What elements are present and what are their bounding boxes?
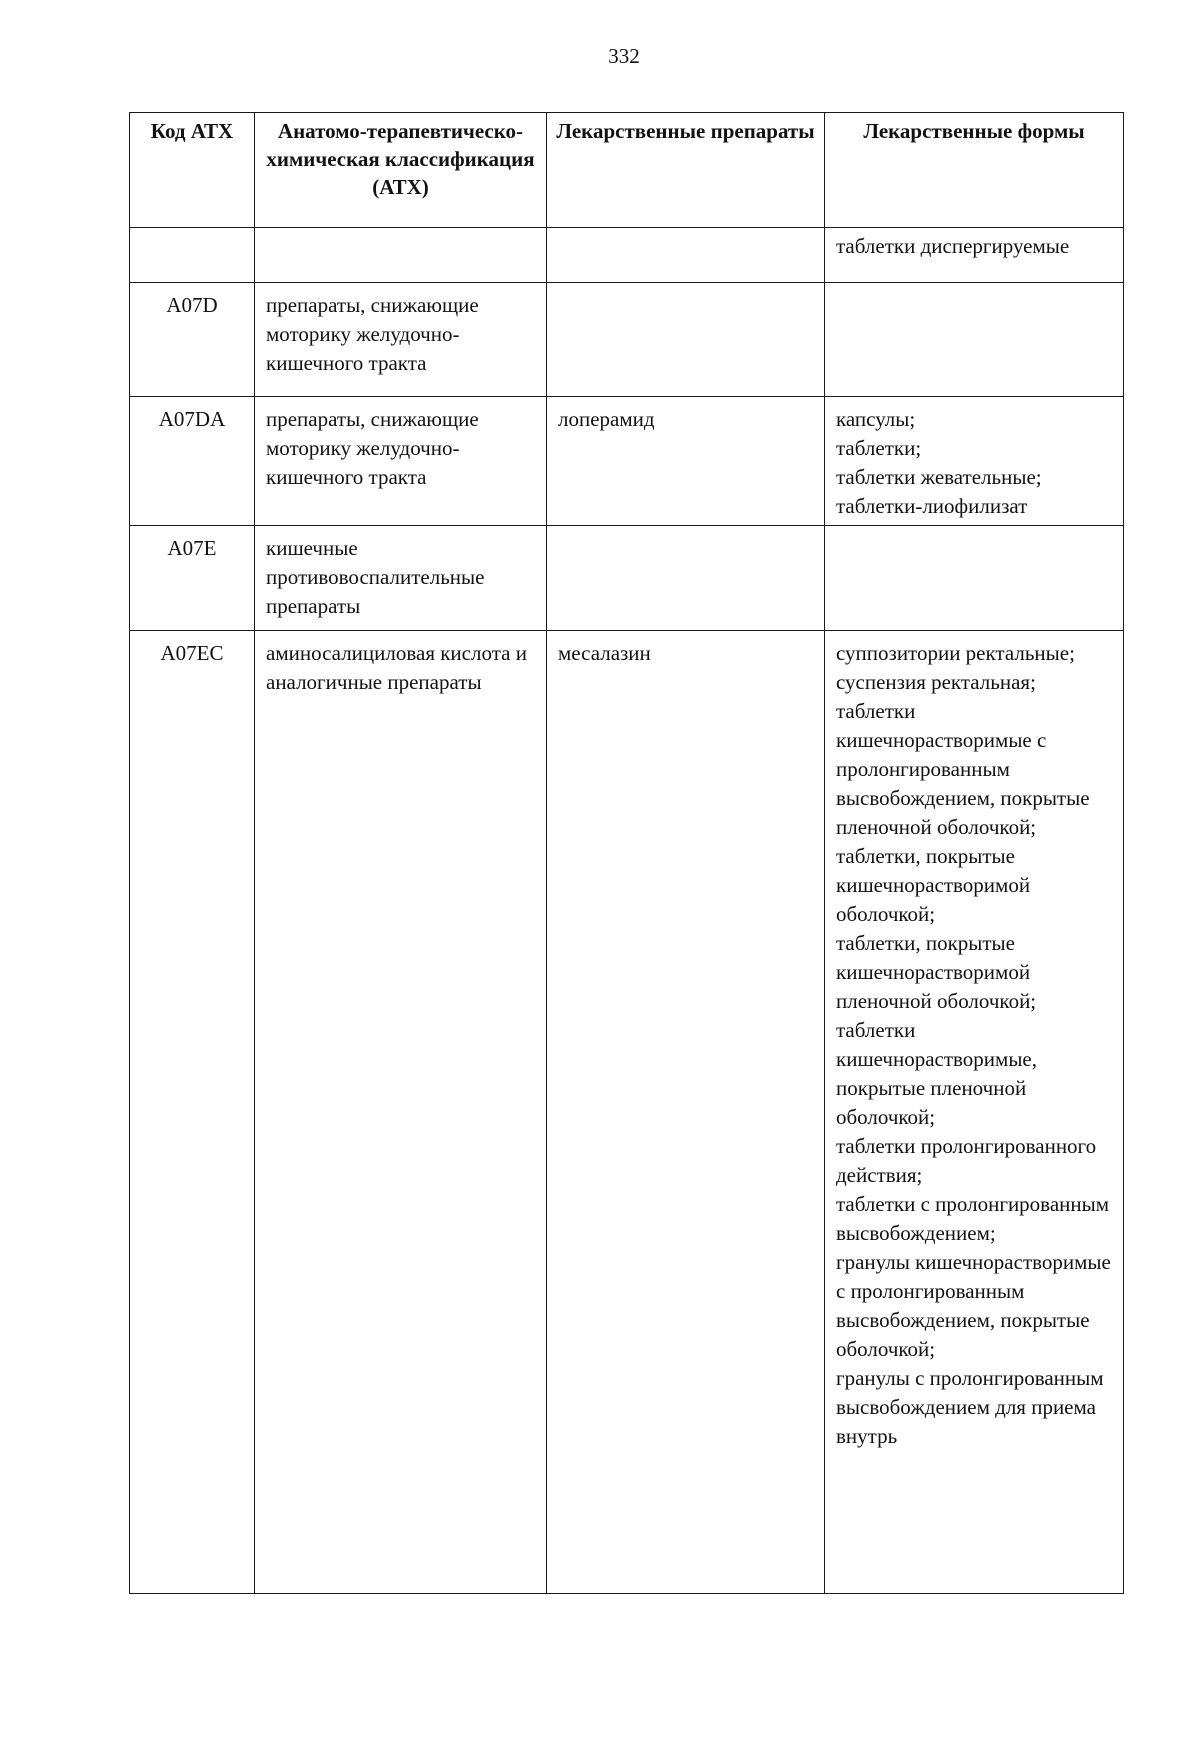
atx-code-cell: A07E bbox=[130, 526, 255, 631]
drug-cell: месалазин bbox=[547, 631, 825, 1594]
header-atx-code: Код АТХ bbox=[130, 113, 255, 228]
dosage-forms-cell bbox=[825, 228, 1124, 283]
header-atx-classification: Анатомо-терапевтическо-химическая классификация (АТХ) bbox=[255, 113, 547, 228]
dosage-form-item: гранулы кишечнорастворимые с пролонгированным высвобождением, покрытые оболочкой; bbox=[836, 1250, 1111, 1361]
dosage-form-item: таблетки диспергируемые bbox=[836, 234, 1070, 258]
classification-cell: препараты, снижающие моторику желудочно-кишечного тракта bbox=[255, 397, 547, 526]
dosage-form-item: таблетки, покрытые кишечнорастворимой оболочкой; bbox=[836, 844, 1031, 926]
atx-code-cell: A07DA bbox=[130, 397, 255, 526]
dosage-form-item: таблетки пролонгированного действия; bbox=[836, 1134, 1097, 1187]
table-row bbox=[130, 283, 1124, 397]
dosage-form-item: таблетки; bbox=[836, 436, 922, 460]
drug-cell: лоперамид bbox=[547, 397, 825, 526]
drug-cell bbox=[547, 228, 825, 283]
drug-cell bbox=[547, 283, 825, 397]
table-row bbox=[130, 228, 1124, 283]
drug-cell bbox=[547, 526, 825, 631]
table-row bbox=[130, 631, 1124, 1594]
dosage-form-item: таблетки кишечнорастворимые, покрытые пленочной оболочкой; bbox=[836, 1018, 1038, 1129]
dosage-form-item: таблетки-лиофилизат bbox=[836, 494, 1028, 518]
dosage-form-item: гранулы с пролонгированным высвобождением для приема внутрь bbox=[836, 1366, 1104, 1448]
dosage-forms-cell bbox=[825, 631, 1124, 1594]
dosage-forms-cell bbox=[825, 526, 1124, 631]
dosage-form-item: таблетки с пролонгированным высвобождением; bbox=[836, 1192, 1110, 1245]
header-dosage-forms: Лекарственные формы bbox=[825, 113, 1124, 228]
table-row bbox=[130, 397, 1124, 526]
dosage-form-item: суппозитории ректальные; bbox=[836, 641, 1075, 665]
classification-cell: препараты, снижающие моторику желудочно-кишечного тракта bbox=[255, 283, 547, 397]
dosage-form-item: капсулы; bbox=[836, 407, 916, 431]
atx-drug-table bbox=[129, 112, 1124, 1594]
dosage-form-item: суспензия ректальная; bbox=[836, 670, 1036, 694]
header-drugs: Лекарственные препараты bbox=[547, 113, 825, 228]
dosage-form-item: таблетки, покрытые кишечнорастворимой пленочной оболочкой; bbox=[836, 931, 1037, 1013]
table-header-row bbox=[130, 113, 1124, 228]
classification-cell: аминосалициловая кислота и аналогичные препараты bbox=[255, 631, 547, 1594]
dosage-form-item: таблетки кишечнорастворимые с пролонгированным высвобождением, покрытые пленочной оболочкой; bbox=[836, 699, 1090, 839]
classification-cell: кишечные противовоспалительные препараты bbox=[255, 526, 547, 631]
atx-code-cell: A07D bbox=[130, 283, 255, 397]
dosage-form-item: таблетки жевательные; bbox=[836, 465, 1042, 489]
atx-code-cell: A07EC bbox=[130, 631, 255, 1594]
dosage-forms-cell bbox=[825, 397, 1124, 526]
page-number: 332 bbox=[608, 44, 640, 68]
atx-code-cell bbox=[130, 228, 255, 283]
classification-cell bbox=[255, 228, 547, 283]
dosage-forms-cell bbox=[825, 283, 1124, 397]
table-row bbox=[130, 526, 1124, 631]
